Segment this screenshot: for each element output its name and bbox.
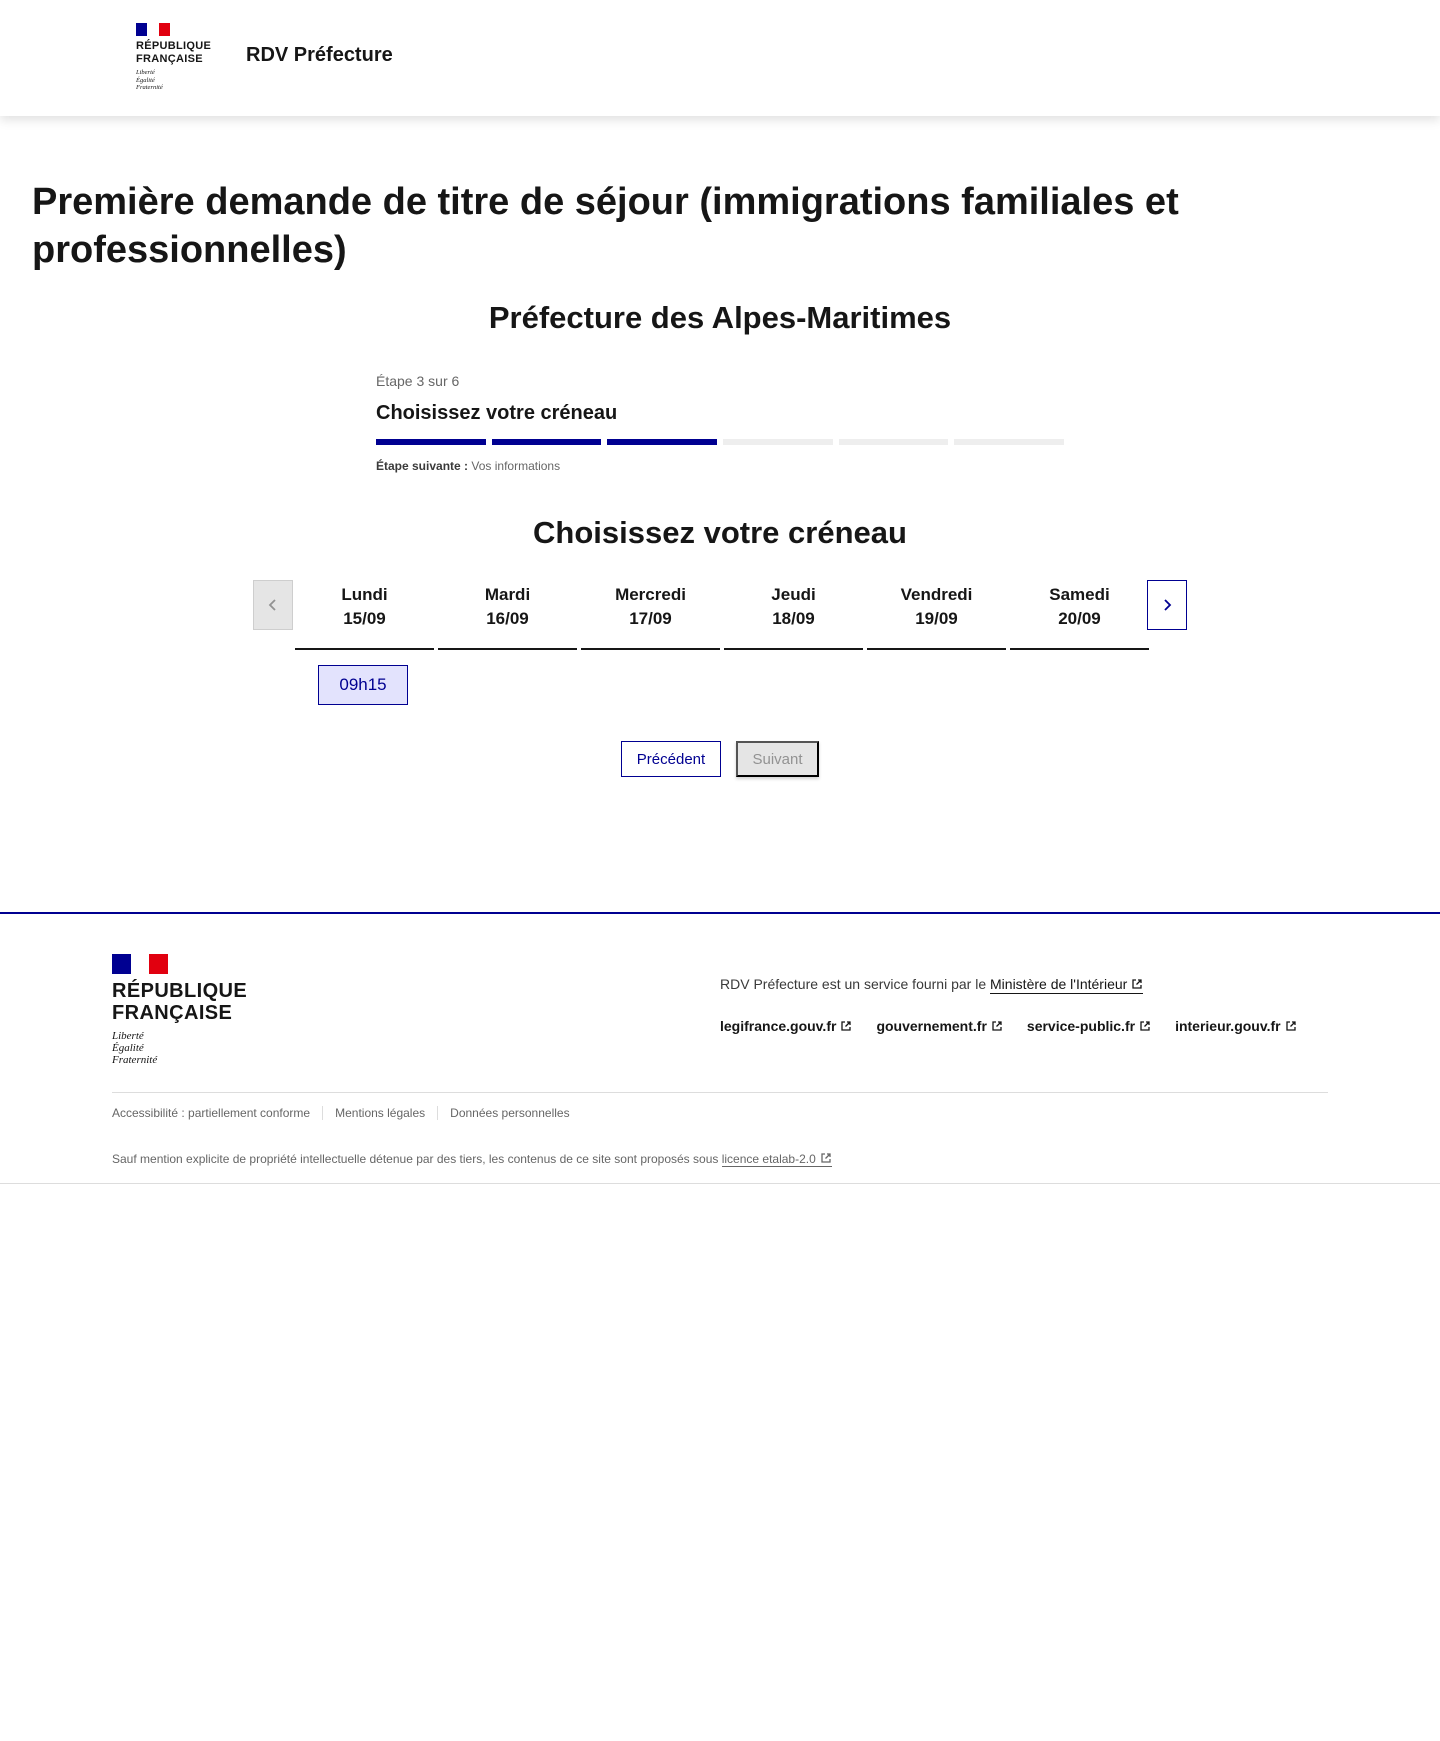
day-name: Lundi	[341, 585, 388, 604]
next-step-value: Vos informations	[471, 459, 561, 473]
previous-button[interactable]: Précédent	[621, 741, 721, 777]
marianne-flag-icon	[112, 954, 168, 974]
slots-title: Choisissez votre créneau	[533, 515, 907, 550]
licence-text: Sauf mention explicite de propriété intellectuelle détenue par des tiers, les contenus de ce site sont proposés sous	[112, 1152, 719, 1166]
footer-link-interieur[interactable]: interieur.gouv.fr	[1175, 1018, 1297, 1034]
licence-link[interactable]: licence etalab-2.0	[722, 1152, 832, 1167]
day-date: 19/09	[915, 609, 958, 628]
day-name: Mercredi	[615, 585, 686, 604]
footer-link-personal-data[interactable]: Données personnelles	[437, 1106, 581, 1120]
external-link-icon	[1285, 1020, 1297, 1032]
republic-motto: Liberté Égalité Fraternité	[136, 69, 163, 91]
step-count: Étape 3 sur 6	[376, 373, 460, 389]
republic-name: RÉPUBLIQUE FRANÇAISE	[112, 980, 248, 1024]
chevron-right-icon	[1161, 598, 1173, 612]
step-segment	[376, 439, 486, 445]
day-column	[722, 580, 865, 650]
site-header	[0, 0, 1440, 116]
step-progress-bar	[376, 439, 1064, 445]
day-date: 18/09	[772, 609, 815, 628]
day-name: Jeudi	[771, 585, 816, 604]
day-name: Mardi	[484, 585, 531, 604]
day-column	[436, 580, 579, 650]
footer-link-gouvernement[interactable]: gouvernement.fr	[876, 1018, 1002, 1034]
next-button[interactable]: Suivant	[736, 741, 819, 777]
step-segment	[839, 439, 949, 445]
stepper	[376, 373, 1064, 473]
footer-description	[720, 976, 1143, 992]
day-date: 20/09	[1058, 609, 1101, 628]
page-title: Première demande de titre de séjour (immigrations familiales et professionnelles)	[32, 181, 1179, 271]
external-link-icon	[820, 1152, 832, 1164]
chevron-left-icon	[267, 598, 279, 612]
external-link-icon	[991, 1020, 1003, 1032]
day-name: Vendredi	[900, 585, 973, 604]
footer-divider	[112, 1092, 1328, 1093]
footer-description-text: RDV Préfecture est un service fourni par le	[720, 976, 987, 992]
footer-link-legal[interactable]: Mentions légales	[322, 1106, 437, 1120]
day-column	[293, 580, 436, 650]
days-header	[293, 580, 1151, 650]
footer-link-legifrance[interactable]: legifrance.gouv.fr	[720, 1018, 852, 1034]
prefecture-title: Préfecture des Alpes-Maritimes	[488, 300, 952, 335]
day-date: 16/09	[486, 609, 529, 628]
day-column	[1008, 580, 1151, 650]
republic-name: RÉPUBLIQUE FRANÇAISE	[136, 40, 212, 65]
day-column	[579, 580, 722, 650]
site-footer	[0, 912, 1440, 1184]
next-step-info	[376, 459, 1064, 473]
next-step-label: Étape suivante :	[376, 459, 469, 473]
day-name: Samedi	[1049, 585, 1110, 604]
external-link-icon	[840, 1020, 852, 1032]
footer-licence	[112, 1152, 832, 1166]
footer-bottom-links	[112, 1106, 582, 1120]
footer-gov-links	[720, 1018, 1297, 1034]
step-title: Choisissez votre créneau	[376, 402, 618, 424]
footer-republique-francaise-logo[interactable]	[112, 954, 247, 1066]
external-link-icon	[1131, 978, 1143, 990]
previous-week-button[interactable]	[253, 580, 293, 630]
time-slot-button[interactable]: 09h15	[318, 665, 408, 705]
republique-francaise-logo[interactable]	[136, 23, 211, 92]
step-segment	[607, 439, 717, 445]
republic-motto: Liberté Égalité Fraternité	[112, 1030, 158, 1066]
step-segment	[492, 439, 602, 445]
step-segment	[723, 439, 833, 445]
day-column	[865, 580, 1008, 650]
next-week-button[interactable]	[1147, 580, 1187, 630]
external-link-icon	[1139, 1020, 1151, 1032]
day-date: 15/09	[343, 609, 386, 628]
service-title[interactable]: RDV Préfecture	[246, 44, 393, 66]
ministry-link[interactable]: Ministère de l'Intérieur	[990, 976, 1143, 994]
footer-link-accessibility[interactable]: Accessibilité : partiellement conforme	[112, 1106, 311, 1120]
day-date: 17/09	[629, 609, 672, 628]
marianne-flag-icon	[136, 23, 170, 36]
footer-link-service-public[interactable]: service-public.fr	[1027, 1018, 1151, 1034]
step-segment	[954, 439, 1064, 445]
